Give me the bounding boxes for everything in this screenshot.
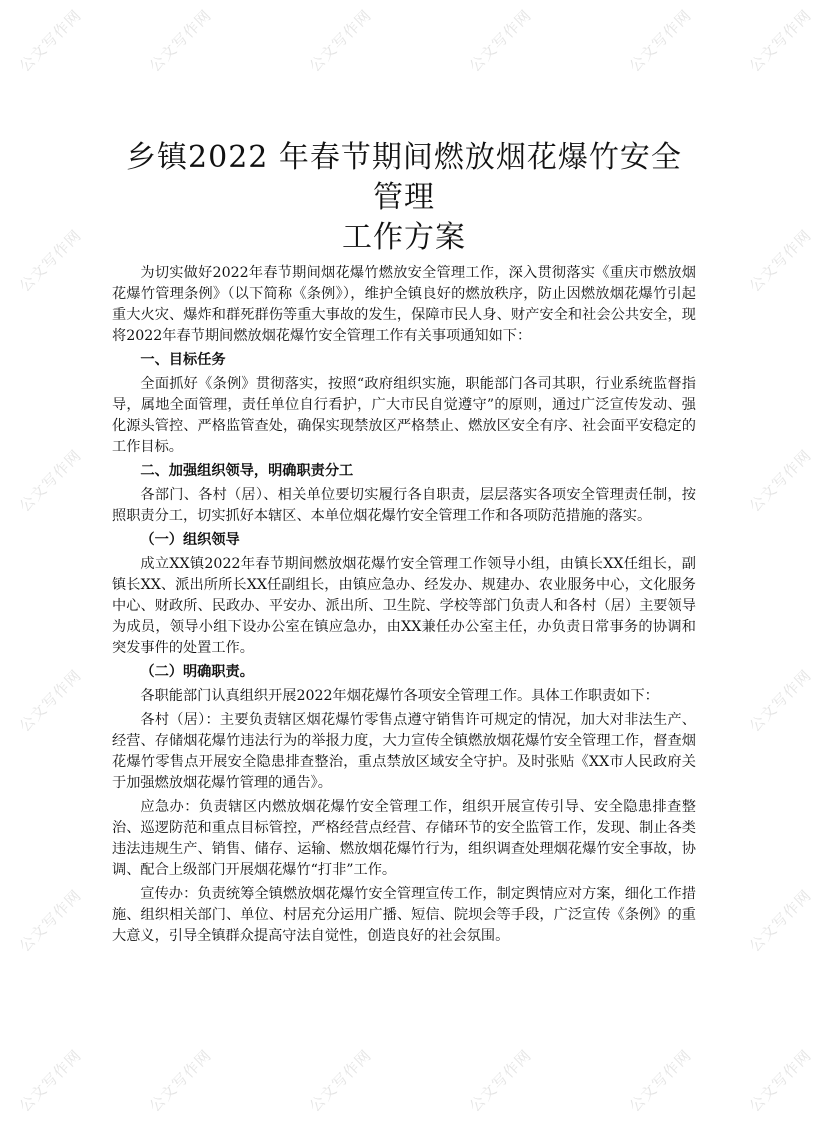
watermark-mark: 公文写作网 [15, 226, 86, 296]
duty-emergency-paragraph: 应急办：负责辖区内燃放烟花爆竹安全管理工作，组织开展宣传引导、安全隐患排查整治、巡逻防范和重点目标管控，严格经营点经营、存储环节的安全监管工作，发现、制止各类违法违规生产、销售、储存、运输、燃放烟花爆竹行为，组织调查处理烟花爆竹安全事故，协调、配合上级部门开展烟花爆竹“打非”工作。 [112, 799, 696, 878]
subsection-1-text: 成立XX镇2022年春节期间燃放烟花爆竹安全管理工作领导小组，由镇长XX任组长，副镇长XX、派出所所长XX任副组长，由镇应急办、经发办、规建办、农业服务中心，文化服务中心、财政所、民政办、平安办、派出所、卫生院、学校等部门负责人和各村（居）主要领导为成员，领导小组下设办公室在镇应急办，由XX兼任办公室主任，办负责日常事务的协调和突发事件的处置工作。 [112, 556, 696, 656]
section-1-text: 全面抓好《条例》贯彻落实，按照“政府组织实施，职能部门各司其职，行业系统监督指导，属地全面管理，责任单位自行看护，广大市民自觉遵守”的原则，通过广泛宣传发动、强化源头管控、严格监管查处，确保实现禁放区严格禁止、燃放区安全有序、社会面平安稳定的工作目标。 [112, 376, 696, 455]
subsection-2-text: 各职能部门认真组织开展2022年烟花爆竹各项安全管理工作。具体工作职责如下： [140, 688, 659, 704]
watermark-mark: 公文写作网 [745, 226, 816, 296]
document-body [112, 263, 696, 947]
watermark-mark: 公文写作网 [15, 1046, 86, 1116]
intro-paragraph: 为切实做好2022年春节期间烟花爆竹燃放安全管理工作，深入贯彻落实《重庆市燃放烟花爆竹管理条例》（以下简称《条例》），维护全镇良好的燃放秩序，防止因燃放烟花爆竹引起重大火灾、爆炸和群死群伤等重大事故的发生，保障市民人身、财产安全和社会公共安全，现将2022年春节期间燃放烟花爆竹安全管理工作有关事项通知如下： [112, 265, 696, 344]
section-2-heading: 二、加强组织领导，明确职责分工 [140, 463, 354, 479]
watermark-mark: 公文写作网 [465, 6, 536, 76]
watermark-mark: 公文写作网 [145, 1046, 216, 1116]
watermark-mark: 公文写作网 [745, 446, 816, 516]
duty-village-paragraph: 各村（居）：主要负责辖区烟花爆竹零售点遵守销售许可规定的情况，加大对非法生产、经营、存储烟花爆竹违法行为的举报力度，大力宣传全镇燃放烟花爆竹安全管理工作，督查烟花爆竹零售点开展安全隐患排查整治，重点禁放区域安全守护。及时张贴《XX市人民政府关于加强燃放烟花爆竹管理的通告》。 [112, 712, 696, 791]
document-page [112, 138, 696, 947]
watermark-mark: 公文写作网 [15, 886, 86, 956]
subsection-2-heading: （二）明确职责。 [140, 664, 254, 680]
watermark-mark: 公文写作网 [745, 886, 816, 956]
watermark-mark: 公文写作网 [745, 666, 816, 736]
watermark-mark: 公文写作网 [145, 6, 216, 76]
watermark-mark: 公文写作网 [305, 1046, 376, 1116]
watermark-mark: 公文写作网 [745, 1046, 816, 1116]
subsection-1-heading: （一）组织领导 [140, 532, 240, 548]
watermark-mark: 公文写作网 [625, 6, 696, 76]
section-2-text: 各部门、各村（居）、相关单位要切实履行各自职责，层层落实各项安全管理责任制，按照职责分工，切实抓好本辖区、本单位烟花爆竹安全管理工作和各项防范措施的落实。 [112, 487, 696, 524]
watermark-mark: 公文写作网 [625, 1046, 696, 1116]
section-1-heading: 一、目标任务 [140, 352, 226, 368]
document-title [112, 138, 696, 258]
watermark-mark: 公文写作网 [15, 446, 86, 516]
watermark-mark: 公文写作网 [305, 6, 376, 76]
title-line-2: 工作方案 [342, 220, 466, 255]
watermark-mark: 公文写作网 [745, 6, 816, 76]
watermark-mark: 公文写作网 [15, 666, 86, 736]
watermark-mark: 公文写作网 [15, 6, 86, 76]
title-line-1: 乡镇2022 年春节期间燃放烟花爆竹安全管理 [126, 140, 682, 215]
duty-publicity-paragraph: 宣传办：负责统筹全镇燃放烟花爆竹安全管理宣传工作，制定舆情应对方案，细化工作措施、组织相关部门、单位、村居充分运用广播、短信、院坝会等手段，广泛宣传《条例》的重大意义，引导全镇群众提高守法自觉性，创造良好的社会氛围。 [112, 886, 696, 944]
watermark-mark: 公文写作网 [465, 1046, 536, 1116]
